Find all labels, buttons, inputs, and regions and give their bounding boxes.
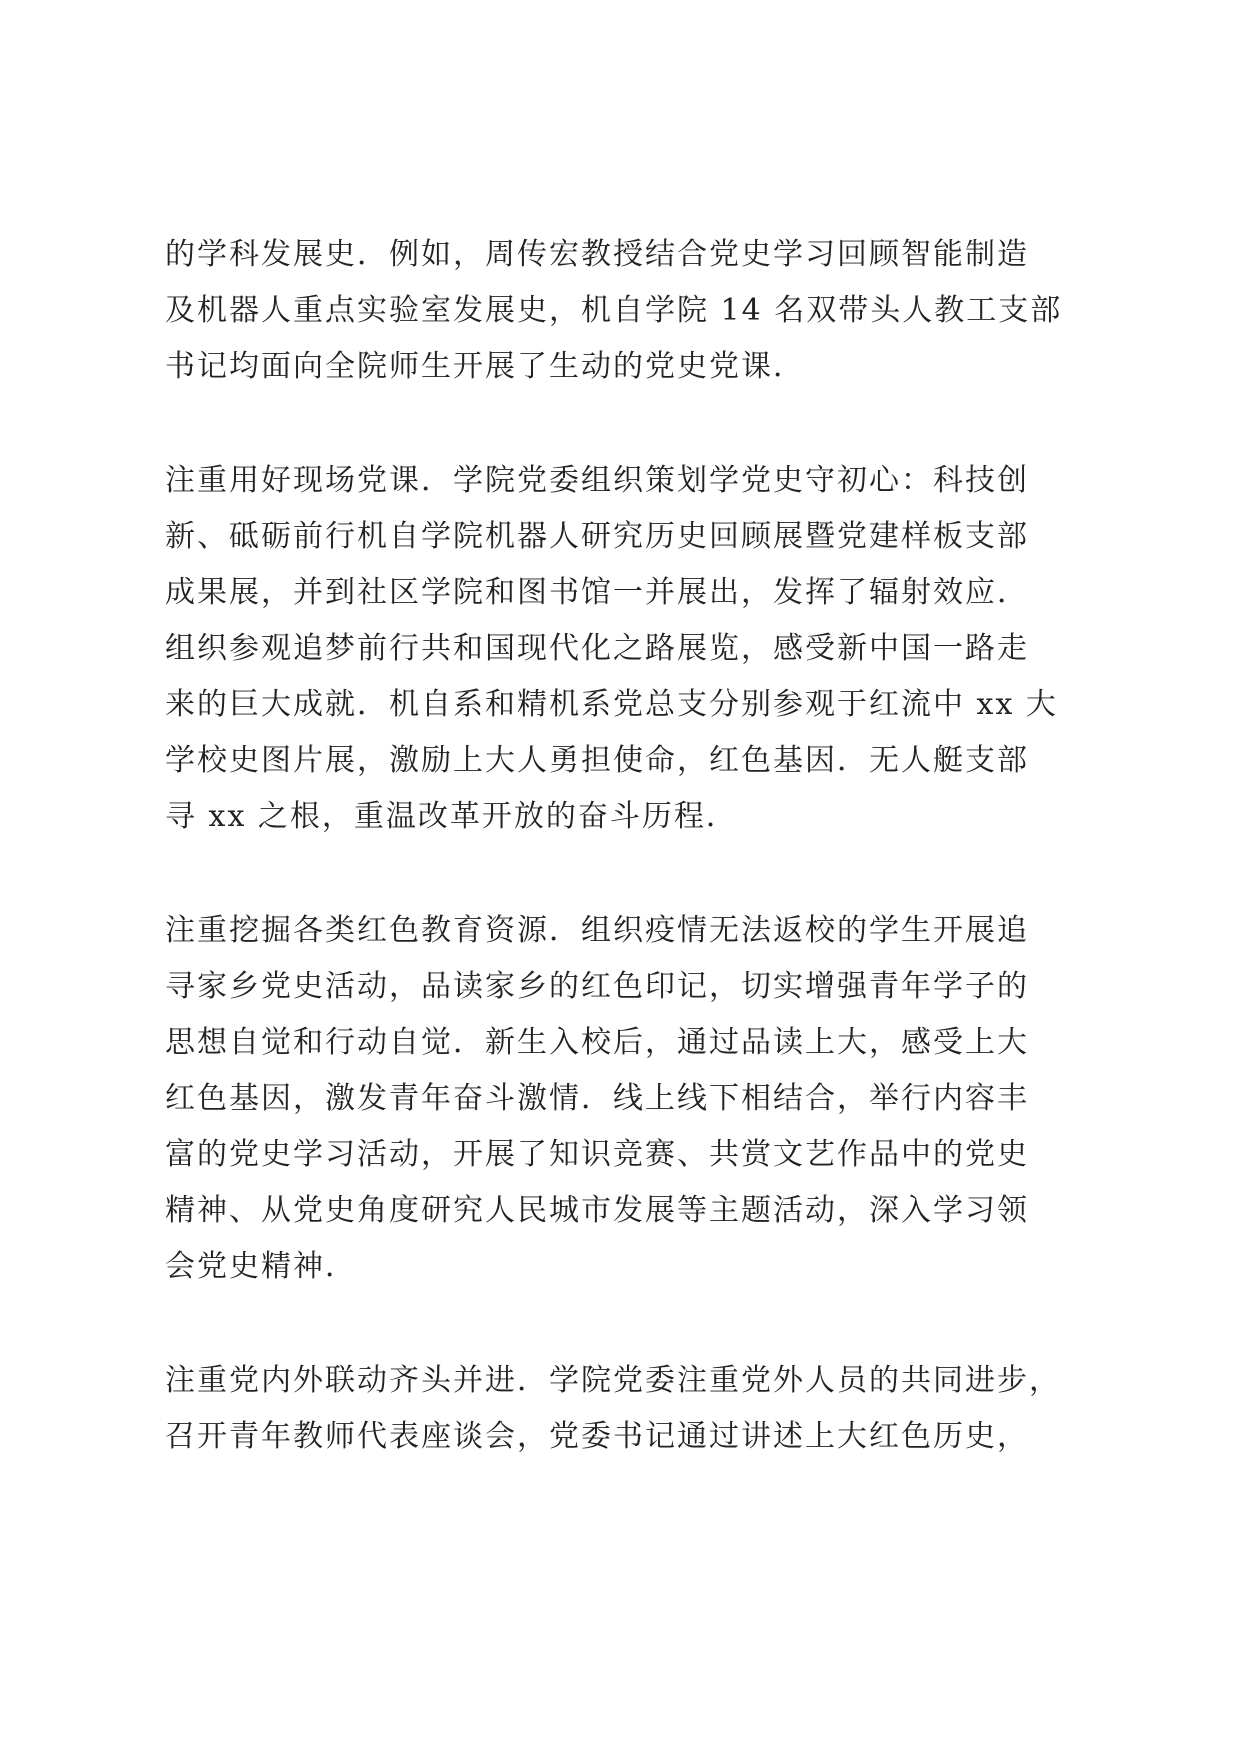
paragraph-1 — [165, 227, 1085, 395]
document-body — [165, 227, 1085, 1523]
text-line: 及机器人重点实验室发展史，机自学院 14 名双带头人教工支部 — [165, 293, 1063, 328]
paragraph-4 — [165, 1353, 1085, 1465]
text-line: 寻 xx 之根，重温改革开放的奋斗历程． — [165, 799, 738, 834]
text-line: 红色基因，激发青年奋斗激情．线上线下相结合，举行内容丰 — [165, 1081, 1029, 1116]
text-line: 会党史精神． — [165, 1249, 357, 1284]
text-line: 精神、从党史角度研究人民城市发展等主题活动，深入学习领 — [165, 1193, 1029, 1228]
text-line: 组织参观追梦前行共和国现代化之路展览，感受新中国一路走 — [165, 631, 1029, 666]
text-line: 新、砥砺前行机自学院机器人研究历史回顾展暨党建样板支部 — [165, 519, 1029, 554]
text-line: 富的党史学习活动，开展了知识竞赛、共赏文艺作品中的党史 — [165, 1137, 1029, 1172]
text-line: 注重挖掘各类红色教育资源．组织疫情无法返校的学生开展追 — [165, 913, 1029, 948]
text-line: 召开青年教师代表座谈会，党委书记通过讲述上大红色历史， — [165, 1419, 1029, 1454]
paragraph-3 — [165, 903, 1085, 1295]
text-line: 注重党内外联动齐头并进．学院党委注重党外人员的共同进步， — [165, 1363, 1061, 1398]
text-line: 的学科发展史．例如，周传宏教授结合党史学习回顾智能制造 — [165, 237, 1029, 272]
text-line: 寻家乡党史活动，品读家乡的红色印记，切实增强青年学子的 — [165, 969, 1029, 1004]
text-line: 学校史图片展，激励上大人勇担使命，红色基因．无人艇支部 — [165, 743, 1029, 778]
text-line: 来的巨大成就．机自系和精机系党总支分别参观于红流中 xx 大 — [165, 687, 1058, 722]
paragraph-2 — [165, 453, 1085, 845]
text-line: 注重用好现场党课．学院党委组织策划学党史守初心：科技创 — [165, 463, 1029, 498]
text-line: 成果展，并到社区学院和图书馆一并展出，发挥了辐射效应． — [165, 575, 1029, 610]
text-line: 思想自觉和行动自觉．新生入校后，通过品读上大，感受上大 — [165, 1025, 1029, 1060]
text-line: 书记均面向全院师生开展了生动的党史党课． — [165, 349, 805, 384]
